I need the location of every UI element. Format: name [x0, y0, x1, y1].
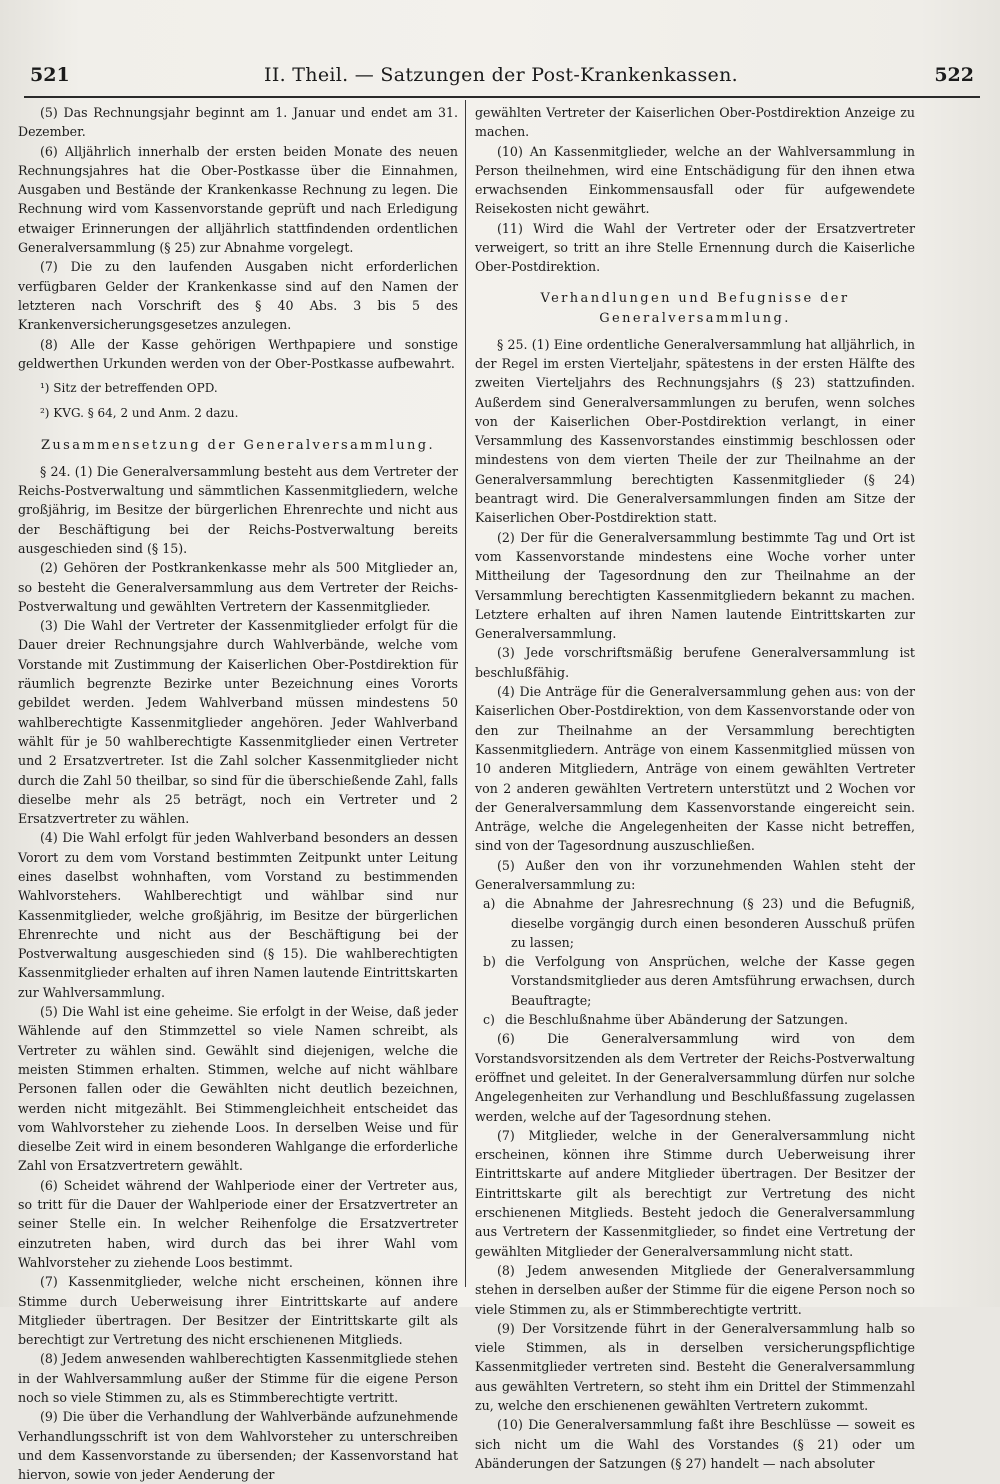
- paragraph-11: (11) Wird die Wahl der Vertreter oder der Ersatzvertreter verweigert, so tritt an ihre Stelle Ernennung durch die Kaiserliche Ober-Postdirektion.: [475, 220, 915, 275]
- footnote-2: ²) KVG. § 64, 2 und Anm. 2 dazu.: [40, 406, 239, 421]
- section-25-paragraph-10: (10) Die Generalversammlung faßt ihre Beschlüsse — soweit es sich nicht um die Wahl des Vorstandes (§ 21) oder um Abänderungen der Satzungen (§ 27) handelt — nach absoluter: [475, 1417, 915, 1471]
- section-25-paragraph-7: (7) Mitglieder, welche in der Generalversammlung nicht erscheinen, können ihre Stimme durch Ueberweisung ihrer Eintrittskarte auf andere Mitglieder übertragen. Der Besitzer der Eintrittskarte gilt als berechtigt zur Vertretung des nicht erschienenen Mitglieds. Besteht jedoch die Generalversammlung aus Vertretern der Kassenmitglieder, so findet eine Vertretung der gewählten Mitglieder der Generalversammlung nicht statt.: [475, 1127, 915, 1259]
- header-rule: [24, 96, 980, 98]
- right-column: [475, 103, 915, 1471]
- list-text-a: die Abnahme der Jahresrechnung (§ 23) und die Befugniß, dieselbe vorgängig durch einen besonderen Ausschuß prüfen zu lassen;: [505, 896, 915, 950]
- list-text-c: die Beschlußnahme über Abänderung der Satzungen.: [505, 1012, 849, 1028]
- list-marker-c: c): [483, 1012, 495, 1028]
- section-25-paragraph-2: (2) Der für die Generalversammlung bestimmte Tag und Ort ist vom Kassenvorstande mindestens eine Woche vorher unter Mittheilung der Tagesordnung den zur Theilnahme an der Versammlung berechtigten Kassenmitgliedern bekannt zu machen. Letztere erhalten auf ihren Namen lautende Eintrittskarten zur Generalversammlung.: [475, 529, 915, 642]
- list-item-c: [475, 1010, 915, 1029]
- section-25-paragraph-9: (9) Der Vorsitzende führt in der Generalversammlung halb so viele Stimmen, als in derselben versicherungspflichtige Kassenmitglieder vertreten sind. Besteht die Generalversammlung aus gewählten Vertretern, so steht ihm ein Drittel der Stimmenzahl zu, welche den erschienenen gewählten Vertretern zukommt.: [475, 1320, 915, 1413]
- list-marker-b: b): [483, 954, 496, 970]
- paragraph-5: (5) Das Rechnungsjahr beginnt am 1. Januar und endet am 31. Dezember.: [18, 105, 458, 140]
- section-24-paragraph-7: (7) Kassenmitglieder, welche nicht erscheinen, können ihre Stimme durch Ueberweisung ihrer Eintrittskarte auf andere Mitglieder übertragen. Der Besitzer der Eintrittskarte gilt als berechtigt zur Vertretung des nicht erschienenen Mitglieds.: [18, 1274, 458, 1348]
- section-24-paragraph-2: (2) Gehören der Postkrankenkasse mehr als 500 Mitglieder an, so besteht die Generalversammlung aus dem Vertreter der Reichs-Postverwaltung und gewählten Vertretern der Kassenmitglieder.: [18, 560, 458, 614]
- section-25-paragraph-1: § 25. (1) Eine ordentliche Generalversammlung hat alljährlich, in der Regel im ersten Vierteljahr, spätestens in der ersten Hälfte des zweiten Vierteljahrs des Rechnungsjahrs (§ 23) stattzufinden. Außerdem sind Generalversammlungen zu berufen, wenn solches von der Kaiserlichen Ober-Postdirektion verlangt, in einer Versammlung des Kassenvorstandes einstimmig beschlossen oder mindestens von dem vierten Theile der zur Theilnahme an der Generalversammlung berechtigten Kassenmitglieder (§ 24) beantragt wird. Die Generalversammlungen finden am Sitze der Kaiserlichen Ober-Postdirektion statt.: [475, 336, 915, 526]
- section-24-paragraph-8: (8) Jedem anwesenden wahlberechtigten Kassenmitgliede stehen in der Wahlversammlung außer der Stimme für die eigene Person noch so viele Stimmen zu, als es Stimmberechtigte vertritt.: [18, 1351, 458, 1405]
- section-24-paragraph-1: § 24. (1) Die Generalversammlung besteht aus dem Vertreter der Reichs-Postverwaltung und sämmtlichen Kassenmitgliedern, welche großjährig, im Besitze der bürgerlichen Ehrenrechte und nicht aus der Beschäftigung bei der Reichs-Postverwaltung bereits ausgeschieden sind (§ 15).: [18, 463, 458, 556]
- section-24-paragraph-3: (3) Die Wahl der Vertreter der Kassenmitglieder erfolgt für die Dauer dreier Rechnungsjahre durch Wahlverbände, welche vom Vorstande mit Zustimmung der Kaiserlichen Ober-Postdirektion für räumlich begrenzte Bezirke unter Bezeichnung eines Vororts gebildet werden. Jedem Wahlverband müssen mindestens 50 wahlberechtigte Kassenmitglieder angehören. Jeder Wahlverband wählt für je 50 wahlberechtigte Kassenmitglieder einen Vertreter und 2 Ersatzvertreter. Ist die Zahl solcher Kassenmitglieder nicht durch die Zahl 50 theilbar, so sind für die überschießende Zahl, falls dieselbe mehr als 25 beträgt, noch ein Vertreter und 2 Ersatzvertreter zu wählen.: [18, 618, 458, 827]
- page-number-left: 521: [30, 64, 70, 86]
- section-24-paragraph-5: (5) Die Wahl ist eine geheime. Sie erfolgt in der Weise, daß jeder Wählende auf den Stimmzettel so viele Namen schreibt, als Vertreter zu wählen sind. Gewählt sind diejenigen, welche die meisten Stimmen erhalten. Stimmen, welche auf nicht wählbare Personen fallen oder die Gewählten nicht deutlich bezeichnen, werden nicht mitgezählt. Bei Stimmengleichheit entscheidet das vom Wahlvorsteher zu ziehende Loos. In derselben Weise und für dieselbe Zeit wird in einem besonderen Wahlgange die erforderliche Zahl von Ersatzvertretern gewählt.: [18, 1004, 458, 1174]
- continuation-text: gewählten Vertreter der Kaiserlichen Ober-Postdirektion Anzeige zu machen.: [475, 105, 915, 140]
- paragraph-10: (10) An Kassenmitglieder, welche an der Wahlversammlung in Person theilnehmen, wird eine Entschädigung für den ihnen etwa erwachsenden Einkommensausfall oder für aufgewendete Reisekosten nicht gewährt.: [475, 143, 915, 217]
- section-25-paragraph-5: (5) Außer den von ihr vorzunehmenden Wahlen steht der Generalversammlung zu:: [475, 857, 915, 892]
- list-marker-a: a): [483, 896, 496, 912]
- footnote-1: ¹) Sitz der betreffenden OPD.: [40, 381, 218, 396]
- section-25-paragraph-3: (3) Jede vorschriftsmäßig berufene Generalversammlung ist beschlußfähig.: [475, 645, 915, 680]
- paragraph-7: (7) Die zu den laufenden Ausgaben nicht erforderlichen verfügbaren Gelder der Krankenkasse sind auf den Namen der letzteren nach Vorschrift des § 40 Abs. 3 bis 5 des Krankenversicherungsgesetzes anzulegen.: [18, 259, 458, 333]
- section-25-paragraph-4: (4) Die Anträge für die Generalversammlung gehen aus: von der Kaiserlichen Ober-Postdirektion, von dem Kassenvorstande oder von den zur Theilnahme an der Versammlung berechtigten Kassenmitgliedern. Anträge von einem Kassenmitglied müssen von 10 anderen Mitgliedern, Anträge von einem gewählten Vertreter von 2 anderen gewählten Vertretern unterstützt und 2 Wochen vor der Generalversammlung dem Kassenvorstande eingereicht sein. Anträge, welche die Angelegenheiten der Kasse nicht betreffen, sind von der Tagesordnung auszuschließen.: [475, 684, 915, 854]
- section-24-paragraph-4: (4) Die Wahl erfolgt für jeden Wahlverband besonders an dessen Vorort zu dem vom Vorstand bestimmten Zeitpunkt unter Leitung eines daselbst wohnhaften, vom Vorstand zu bestimmenden Wahlvorstehers. Wahlberechtigt und wählbar sind nur Kassenmitglieder, welche großjährig, im Besitze der bürgerlichen Ehrenrechte und nicht aus der Beschäftigung bei der Postverwaltung ausgeschieden sind (§ 15). Die wahlberechtigten Kassenmitglieder erhalten auf ihren Namen lautende Eintrittskarten zur Wahlversammlung.: [18, 830, 458, 1000]
- section-24-paragraph-6: (6) Scheidet während der Wahlperiode einer der Vertreter aus, so tritt für die Dauer der Wahlperiode einer der Ersatzvertreter an seiner Stelle ein. In welcher Reihenfolge die Ersatzvertreter einzutreten haben, wird durch das bei ihrer Wahl vom Wahlvorsteher zu ziehende Loos bestimmt.: [18, 1177, 458, 1270]
- paragraph-8: (8) Alle der Kasse gehörigen Werthpapiere und sonstige geldwerthen Urkunden werden von der Ober-Postkasse aufbewahrt.: [18, 336, 458, 371]
- section-heading-24: Zusammensetzung der Generalversammlung.: [40, 437, 436, 453]
- list-text-b: die Verfolgung von Ansprüchen, welche der Kasse gegen Vorstandsmitglieder aus deren Amtsführung erwachsen, durch Beauftragte;: [505, 954, 915, 1008]
- left-column: [18, 103, 458, 1483]
- running-title: II. Theil. — Satzungen der Post-Krankenkassen.: [264, 64, 738, 86]
- section-25-paragraph-8: (8) Jedem anwesenden Mitgliede der Generalversammlung stehen in derselben außer der Stimme für die eigene Person noch so viele Stimmen zu, als er Stimmberechtigte vertritt.: [475, 1262, 915, 1317]
- section-heading-25: Verhandlungen und Befugnisse der Generalversammlung.: [540, 290, 850, 326]
- page-header: [24, 60, 978, 94]
- column-divider: [465, 100, 466, 1287]
- page-number-right: 522: [934, 64, 974, 86]
- paragraph-6: (6) Alljährlich innerhalb der ersten beiden Monate des neuen Rechnungsjahres hat die Ober-Postkasse über die Einnahmen, Ausgaben und Bestände der Krankenkasse Rechnung zu legen. Die Rechnung wird vom Kassenvorstande geprüft und nach Erledigung etwaiger Erinnerungen der alljährlich stattfindenden ordentlichen Generalversammlung (§ 25) zur Abnahme vorgelegt.: [18, 143, 458, 256]
- list-item-b: [475, 952, 915, 1010]
- section-24-paragraph-9: (9) Die über die Verhandlung der Wahlverbände aufzunehmende Verhandlungsschrift ist von dem Wahlvorsteher zu unterschreiben und dem Kassenvorstande zu übersenden; der Kassenvorstand hat hiervon, sowie von jeder Aenderung der: [18, 1409, 458, 1483]
- list-item-a: [475, 894, 915, 952]
- section-25-paragraph-6: (6) Die Generalversammlung wird von dem Vorstandsvorsitzenden als dem Vertreter der Reichs-Postverwaltung eröffnet und geleitet. In der Generalversammlung dürfen nur solche Angelegenheiten zur Verhandlung und Beschlußfassung zugelassen werden, welche auf der Tagesordnung stehen.: [475, 1031, 915, 1124]
